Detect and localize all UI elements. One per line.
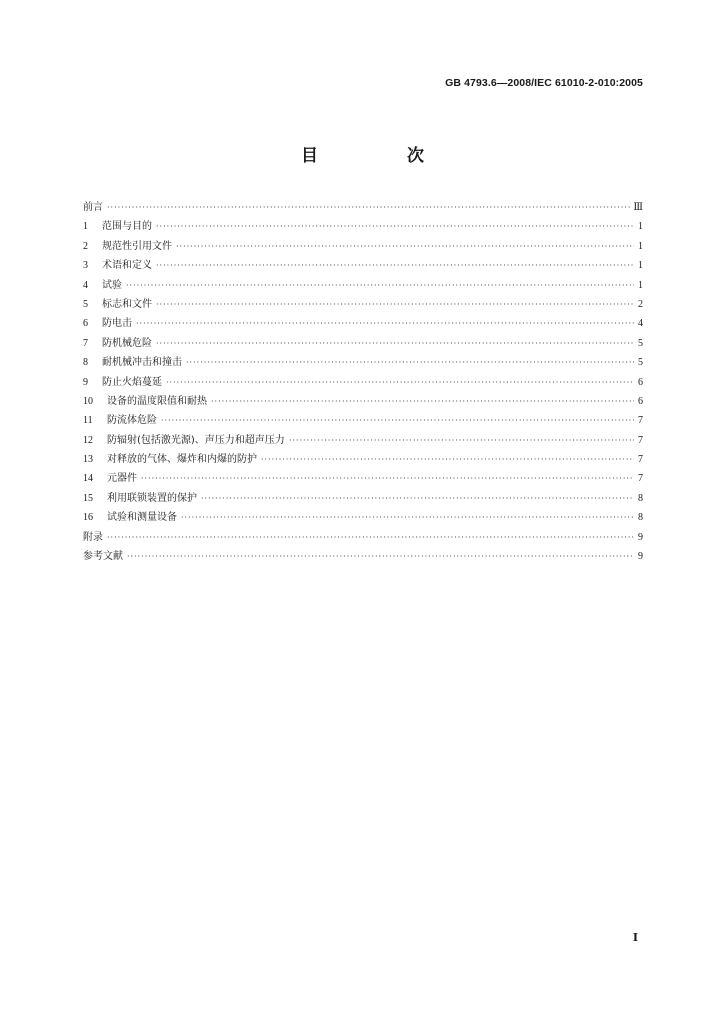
toc-entry-number: 5 bbox=[83, 298, 88, 310]
toc-entry[interactable] bbox=[83, 314, 643, 333]
toc-entry-label: 标志和文件 bbox=[102, 298, 152, 310]
toc-entry[interactable] bbox=[83, 469, 643, 488]
toc-leader-dots bbox=[136, 314, 634, 333]
toc-leader-dots bbox=[166, 373, 634, 392]
toc-entry-number: 16 bbox=[83, 512, 93, 524]
toc-entry-number: 13 bbox=[83, 454, 93, 466]
toc-entry-page: 8 bbox=[638, 492, 643, 504]
toc-entry-label: 附录 bbox=[83, 531, 103, 543]
toc-entry[interactable] bbox=[83, 450, 643, 469]
toc-entry-label: 利用联锁装置的保护 bbox=[107, 492, 197, 504]
toc-entry[interactable] bbox=[83, 256, 643, 275]
toc-leader-dots bbox=[126, 276, 634, 295]
toc-entry-number: 3 bbox=[83, 260, 88, 272]
toc-entry-page: 7 bbox=[638, 454, 643, 466]
toc-entry[interactable] bbox=[83, 373, 643, 392]
toc-entry-label: 范围与目的 bbox=[102, 221, 152, 233]
toc-entry-label: 防止火焰蔓延 bbox=[102, 376, 162, 388]
toc-leader-dots bbox=[181, 508, 634, 527]
toc-entry-page: 5 bbox=[638, 357, 643, 369]
toc-entry-number: 2 bbox=[83, 240, 88, 252]
toc-leader-dots bbox=[156, 334, 634, 353]
toc-entry-page: 1 bbox=[638, 240, 643, 252]
table-of-contents bbox=[83, 198, 643, 566]
toc-entry-page: 7 bbox=[638, 473, 643, 485]
toc-entry-number: 14 bbox=[83, 473, 93, 485]
toc-entry-page: 1 bbox=[638, 260, 643, 272]
toc-entry-page: 6 bbox=[638, 376, 643, 388]
toc-leader-dots bbox=[186, 353, 634, 372]
toc-leader-dots bbox=[141, 469, 634, 488]
toc-leader-dots bbox=[211, 392, 634, 411]
toc-leader-dots bbox=[156, 217, 634, 236]
toc-entry-number: 10 bbox=[83, 395, 93, 407]
toc-entry[interactable] bbox=[83, 547, 643, 566]
toc-entry-number: 4 bbox=[83, 279, 88, 291]
toc-entry-number: 11 bbox=[83, 415, 93, 427]
toc-entry-label: 试验 bbox=[102, 279, 122, 291]
footer-page-number: Ⅰ bbox=[632, 932, 638, 944]
toc-entry[interactable] bbox=[83, 353, 643, 372]
toc-entry-page: 4 bbox=[638, 318, 643, 330]
toc-entry[interactable] bbox=[83, 489, 643, 508]
toc-leader-dots bbox=[161, 411, 634, 430]
toc-entry-number: 9 bbox=[83, 376, 88, 388]
toc-entry-label: 防机械危险 bbox=[102, 337, 152, 349]
toc-entry-label: 设备的温度限值和耐热 bbox=[107, 395, 207, 407]
toc-leader-dots bbox=[289, 431, 634, 450]
toc-entry[interactable] bbox=[83, 198, 643, 217]
toc-entry[interactable] bbox=[83, 295, 643, 314]
toc-entry-label: 耐机械冲击和撞击 bbox=[102, 357, 182, 369]
toc-entry[interactable] bbox=[83, 508, 643, 527]
toc-entry[interactable] bbox=[83, 528, 643, 547]
toc-leader-dots bbox=[176, 237, 634, 256]
toc-entry-page: 5 bbox=[638, 337, 643, 349]
toc-entry-label: 参考文献 bbox=[83, 551, 123, 563]
toc-entry[interactable] bbox=[83, 334, 643, 353]
toc-entry[interactable] bbox=[83, 217, 643, 236]
toc-entry-page: Ⅲ bbox=[633, 202, 643, 213]
toc-entry[interactable] bbox=[83, 392, 643, 411]
toc-entry-page: 2 bbox=[638, 298, 643, 310]
toc-entry[interactable] bbox=[83, 276, 643, 295]
toc-entry[interactable] bbox=[83, 431, 643, 450]
toc-leader-dots bbox=[201, 489, 634, 508]
toc-entry-label: 防辐射(包括激光源)、声压力和超声压力 bbox=[107, 434, 285, 446]
toc-entry-label: 元器件 bbox=[107, 473, 137, 485]
standard-code-header: GB 4793.6—2008/IEC 61010-2-010:2005 bbox=[445, 77, 643, 89]
toc-entry-label: 前言 bbox=[83, 202, 103, 213]
toc-leader-dots bbox=[107, 528, 634, 547]
toc-leader-dots bbox=[261, 450, 634, 469]
toc-entry-label: 防电击 bbox=[102, 318, 132, 330]
toc-entry-page: 9 bbox=[638, 531, 643, 543]
toc-entry-label: 防流体危险 bbox=[107, 415, 157, 427]
toc-entry[interactable] bbox=[83, 237, 643, 256]
toc-leader-dots bbox=[156, 256, 634, 275]
toc-entry-number: 6 bbox=[83, 318, 88, 330]
toc-entry-page: 7 bbox=[638, 415, 643, 427]
toc-entry-page: 6 bbox=[638, 395, 643, 407]
toc-leader-dots bbox=[107, 198, 630, 217]
toc-entry-label: 术语和定义 bbox=[102, 260, 152, 272]
toc-entry-label: 试验和测量设备 bbox=[107, 512, 177, 524]
toc-entry-label: 对释放的气体、爆炸和内爆的防护 bbox=[107, 454, 257, 466]
toc-entry-number: 1 bbox=[83, 221, 88, 233]
toc-entry-number: 12 bbox=[83, 434, 93, 446]
toc-entry-number: 15 bbox=[83, 492, 93, 504]
page-title: 目 次 bbox=[301, 146, 460, 166]
toc-entry-number: 7 bbox=[83, 337, 88, 349]
toc-entry-page: 8 bbox=[638, 512, 643, 524]
toc-leader-dots bbox=[156, 295, 634, 314]
toc-leader-dots bbox=[127, 547, 634, 566]
toc-entry-label: 规范性引用文件 bbox=[102, 240, 172, 252]
toc-entry-page: 9 bbox=[638, 551, 643, 563]
toc-entry[interactable] bbox=[83, 411, 643, 430]
toc-entry-number: 8 bbox=[83, 357, 88, 369]
toc-entry-page: 7 bbox=[638, 434, 643, 446]
toc-entry-page: 1 bbox=[638, 279, 643, 291]
toc-entry-page: 1 bbox=[638, 221, 643, 233]
